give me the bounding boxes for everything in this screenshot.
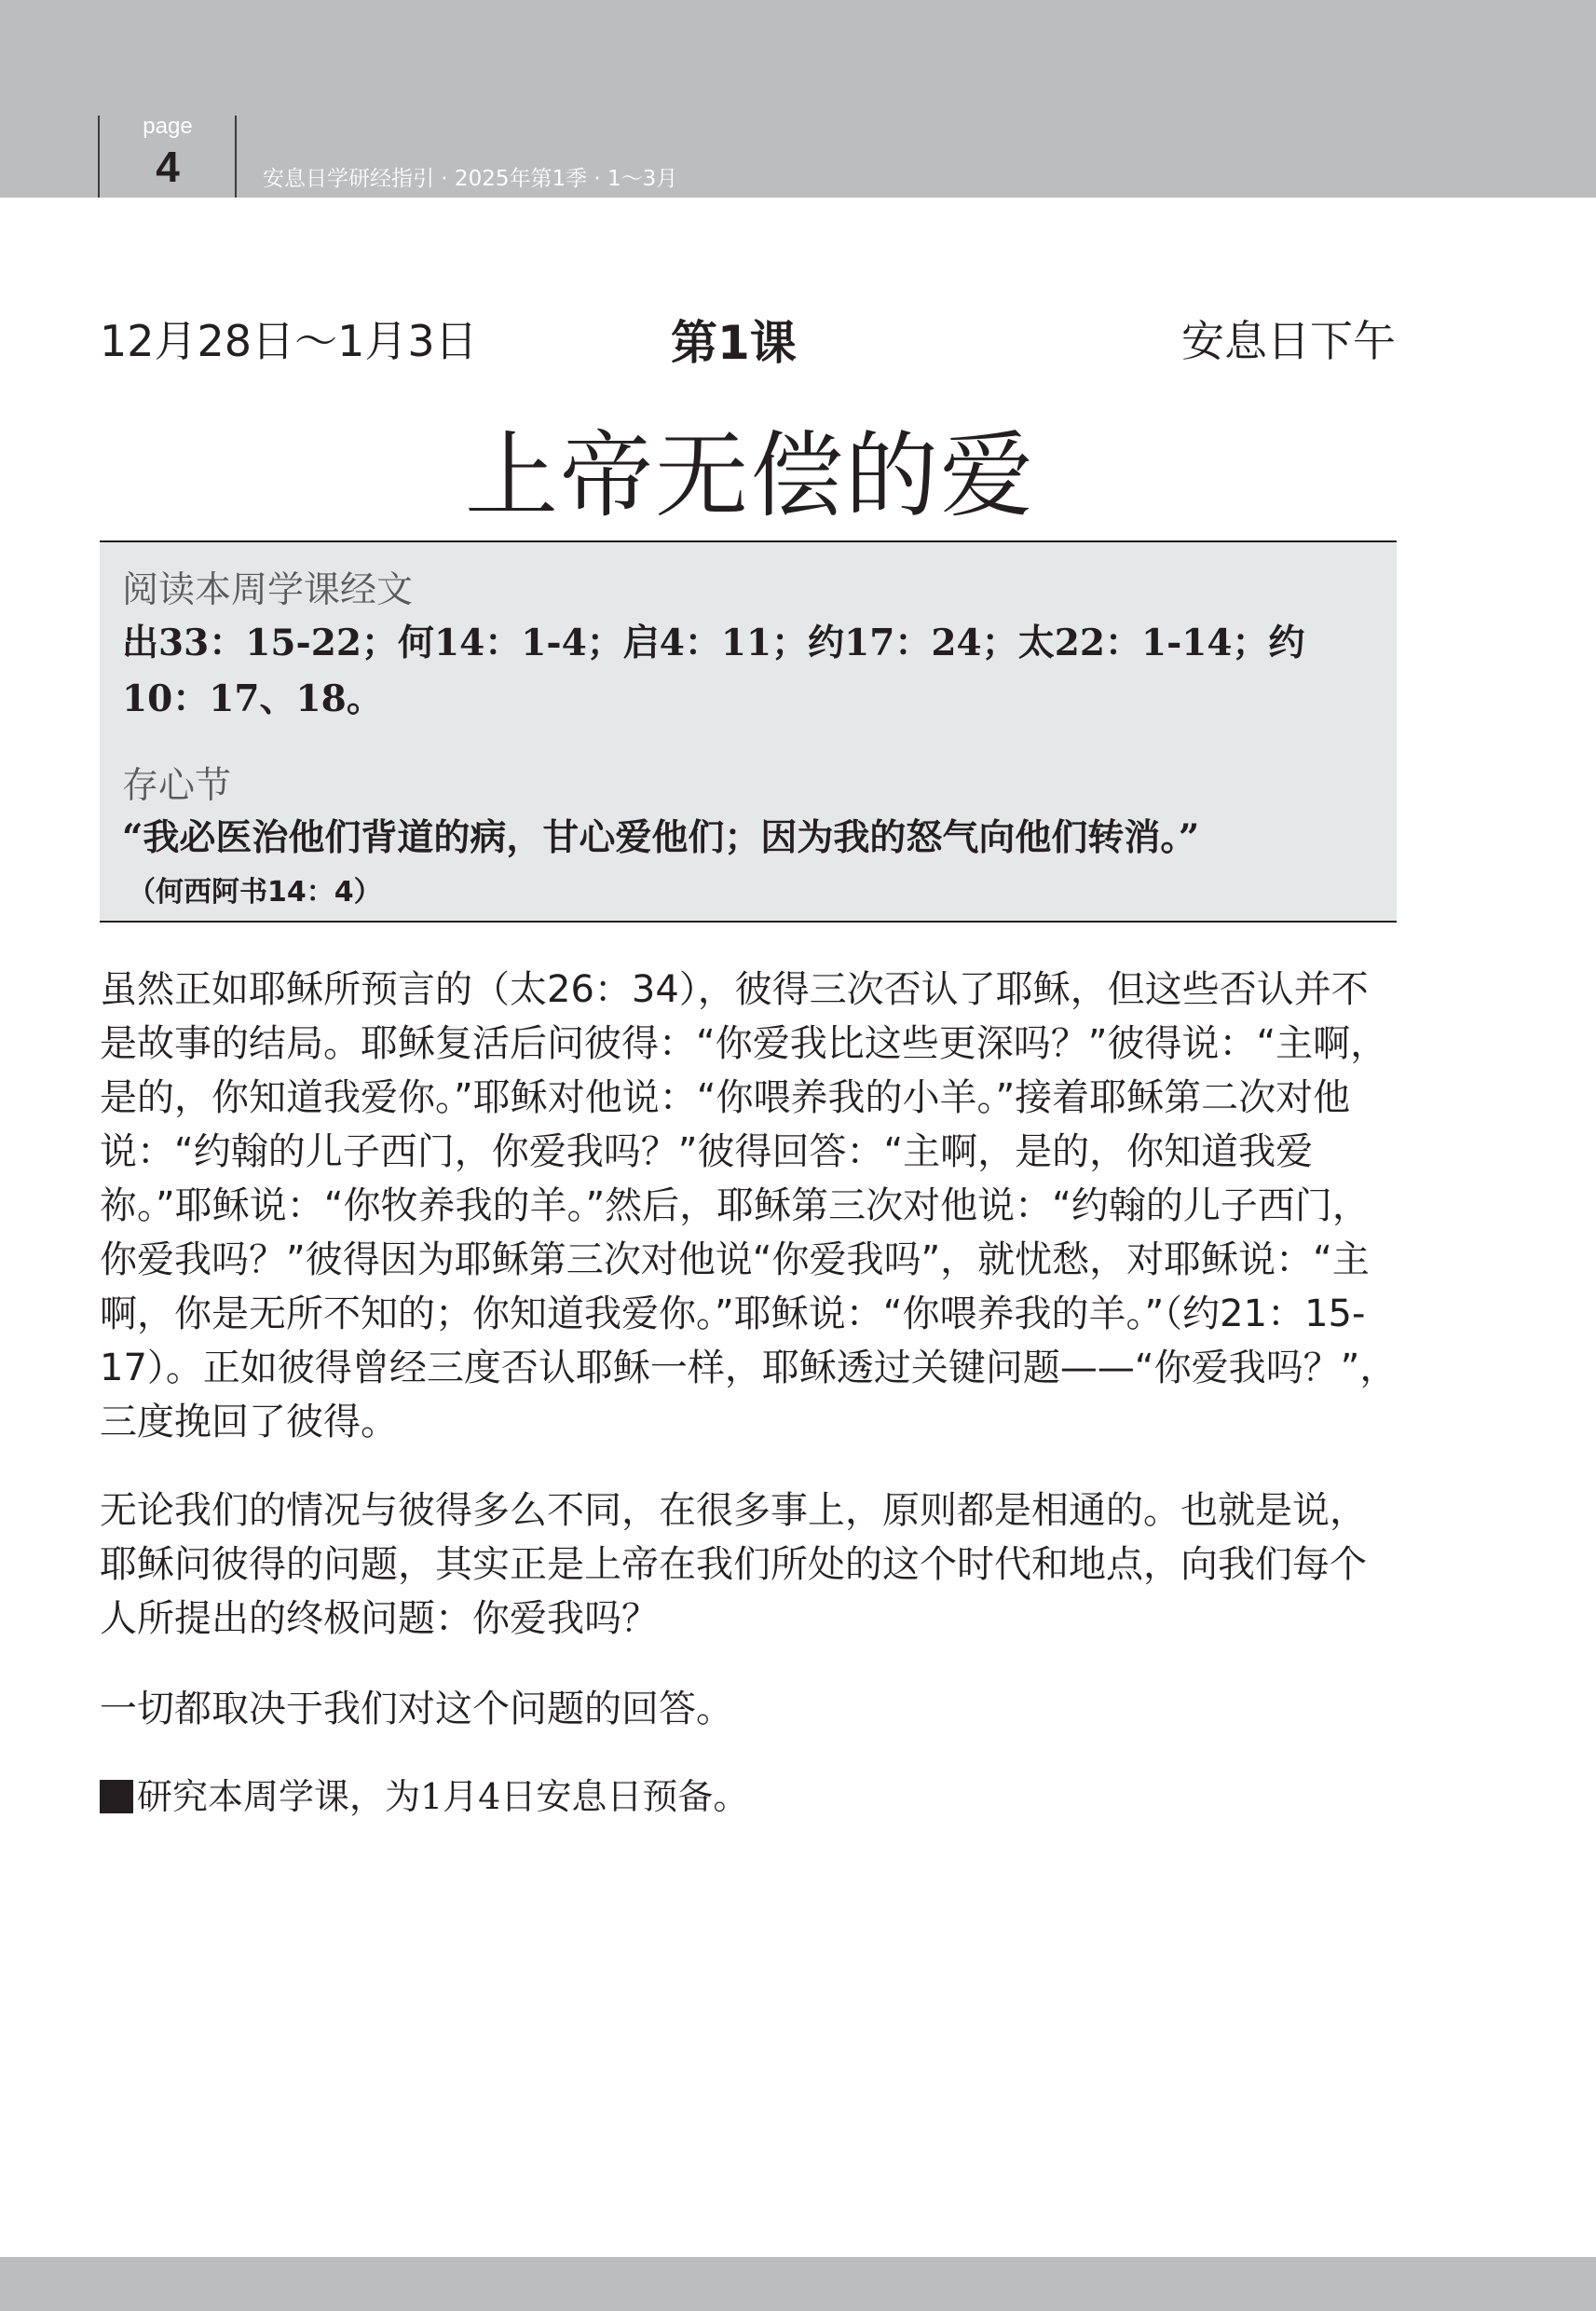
running-head: 安息日学研经指引 · 2025年第1季 · 1～3月 xyxy=(263,167,678,191)
header-band xyxy=(0,0,1596,198)
reading-heading: 阅读本周学课经文 xyxy=(122,569,414,611)
page-word: page xyxy=(143,114,193,139)
lesson-number: 第1课 xyxy=(671,316,797,370)
reading-refs: 出33：15-22；何14：1-4；启4：11；约17：24；太22：1-14；约10：17、18。 xyxy=(122,622,1305,720)
header-divider-right xyxy=(235,116,237,198)
reading-box xyxy=(100,540,1397,923)
date-range: 12月28日～1月3日 xyxy=(100,316,478,366)
body-paragraph-2: 无论我们的情况与彼得多么不同，在很多事上，原则都是相通的。也就是说，耶稣问彼得的问题，其实正是上帝在我们所处的这个时代和地点，向我们每个人所提出的终极问题：你爱我吗？ xyxy=(100,1489,1367,1640)
study-note xyxy=(100,1768,748,1819)
body-paragraph-3: 一切都取决于我们对这个问题的回答。 xyxy=(100,1688,733,1730)
study-note-text: 研究本周学课，为1月4日安息日预备。 xyxy=(137,1776,749,1817)
lesson-title: 上帝无偿的爱 xyxy=(465,421,1035,530)
body-paragraph-1: 虽然正如耶稣所预言的（太26：34），彼得三次否认了耶稣，但这些否认并不是故事的结局。耶稣复活后问彼得：“你爱我比这些更深吗？”彼得说：“主啊，是的，你知道我爱你。”耶稣对他说：“你喂养我的小羊。”接着耶稣第二次对他说：“约翰的儿子西门，你爱我吗？”彼得回答：“主啊，是的，你知道我爱祢。”耶稣说：“你牧养我的羊。”然后，耶稣第三次对他说：“约翰的儿子西门，你爱我吗？”彼得因为耶稣第三次对他说“你爱我吗”，就忧愁，对耶稣说：“主啊，你是无所不知的；你知道我爱你。”耶稣说：“你喂养我的羊。”（约21：15-17）。正如彼得曾经三度否认耶稣一样，耶稣透过关键问题——“你爱我吗？”，三度挽回了彼得。 xyxy=(100,968,1398,1443)
footer-band xyxy=(0,2257,1596,2311)
memory-heading: 存心节 xyxy=(122,765,232,807)
page-number: 4 xyxy=(156,143,180,191)
header-divider-left xyxy=(98,116,100,198)
square-bullet-icon xyxy=(100,1780,133,1813)
memory-verse-ref: （何西阿书14：4） xyxy=(128,876,382,909)
day-label: 安息日下午 xyxy=(1181,316,1396,366)
memory-verse: “我必医治他们背道的病，甘心爱他们；因为我的怒气向他们转消。” xyxy=(122,816,1200,859)
